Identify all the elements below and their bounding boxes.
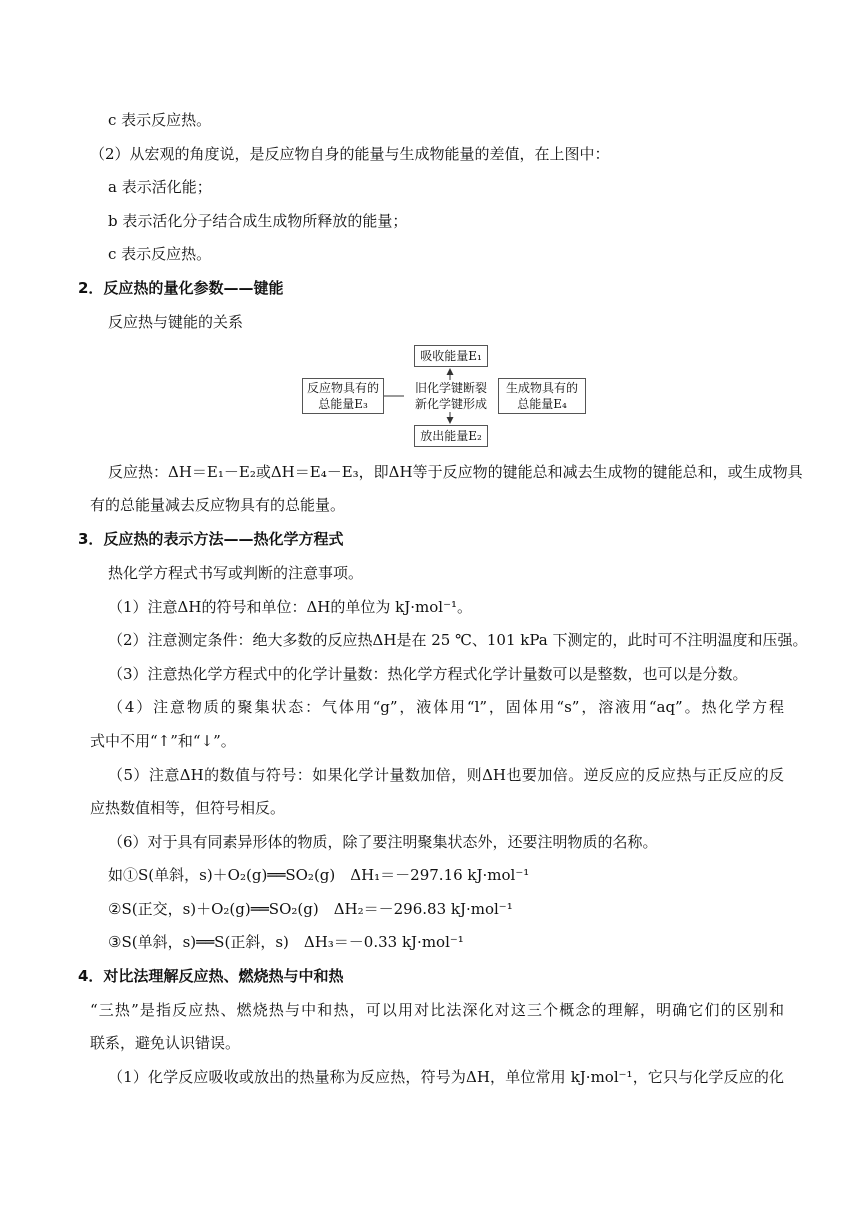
text-line: 反应热：ΔH＝E₁－E₂或ΔH＝E₄－E₃，即ΔH等于反应物的键能总和减去生成物的键能总和，或生成物具: [108, 463, 803, 481]
reactant-label-line1: 反应物具有的: [306, 381, 379, 395]
text-line: b 表示活化分子结合成生成物所释放的能量；: [108, 212, 408, 230]
text-line: （4）注意物质的聚集状态：气体用“g”，液体用“l”，固体用“s”，溶液用“aq”。热化学方程: [108, 698, 784, 716]
text-line: 联系，避免认识错误。: [90, 1034, 241, 1052]
text-line: （6）对于具有同素异形体的物质，除了要注明聚集状态外，还要注明物质的名称。: [108, 833, 658, 851]
product-energy-box: [498, 378, 586, 414]
equation-line: 如①S(单斜，s)＋O₂(g)══SO₂(g) ΔH₁＝－297.16 kJ·mol⁻¹: [108, 866, 530, 884]
product-label-line1: 生成物具有的: [505, 381, 578, 395]
text-line: （2）从宏观的角度说，是反应物自身的能量与生成物能量的差值，在上图中：: [90, 145, 610, 163]
section-heading: 3．反应热的表示方法——热化学方程式: [78, 530, 344, 548]
bond-break-text: 旧化学键断裂: [414, 381, 487, 395]
text-line: （1）化学反应吸收或放出的热量称为反应热，符号为ΔH，单位常用 kJ·mol⁻¹，它只与化学反应的化: [108, 1068, 784, 1086]
section-heading: 4．对比法理解反应热、燃烧热与中和热: [78, 967, 344, 985]
text-line: （2）注意测定条件：绝大多数的反应热ΔH是在 25 ℃、101 kPa 下测定的，此时可不注明温度和压强。: [108, 631, 808, 649]
text-line: 有的总能量减去反应物具有的总能量。: [90, 496, 346, 514]
text-line: （3）注意热化学方程式中的化学计量数：热化学方程式化学计量数可以是整数，也可以是分数。: [108, 665, 748, 683]
text-line: （5）注意ΔH的数值与符号：如果化学计量数加倍，则ΔH也要加倍。逆反应的反应热与正反应的反: [108, 766, 784, 784]
absorb-energy-label: 吸收能量E₁: [420, 349, 482, 363]
text-line: 热化学方程式书写或判断的注意事项。: [108, 564, 364, 582]
text-line: a 表示活化能；: [108, 178, 212, 196]
bond-form-text: 新化学键形成: [414, 397, 487, 411]
reactant-label-line2: 总能量E₃: [318, 397, 368, 411]
text-line: 式中不用“↑”和“↓”。: [90, 732, 236, 750]
reactant-energy-box: [302, 378, 384, 414]
equation-line: ②S(正交，s)＋O₂(g)══SO₂(g) ΔH₂＝－296.83 kJ·mol⁻¹: [108, 900, 513, 918]
text-line: c 表示反应热。: [108, 111, 212, 129]
equation-line: ③S(单斜，s)══S(正斜，s) ΔH₃＝－0.33 kJ·mol⁻¹: [108, 933, 464, 951]
text-line: （1）注意ΔH的符号和单位：ΔH的单位为 kJ·mol⁻¹。: [108, 598, 472, 616]
section-heading: 2．反应热的量化参数——键能: [78, 279, 284, 297]
release-energy-label: 放出能量E₂: [420, 429, 482, 443]
text-line: c 表示反应热。: [108, 245, 212, 263]
text-line: 反应热与键能的关系: [108, 313, 244, 331]
bond-change-label: [404, 380, 498, 412]
text-line: 应热数值相等，但符号相反。: [90, 799, 286, 817]
absorb-energy-box: [414, 345, 488, 367]
release-energy-box: [414, 425, 488, 447]
text-line: “三热”是指反应热、燃烧热与中和热，可以用对比法深化对这三个概念的理解，明确它们的区别和: [90, 1001, 784, 1019]
product-label-line2: 总能量E₄: [517, 397, 567, 411]
